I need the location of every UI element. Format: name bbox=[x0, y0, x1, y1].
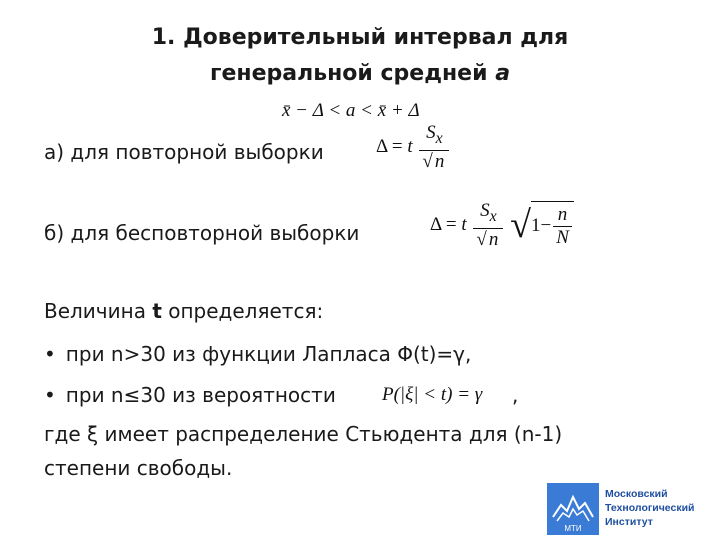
correction-sqrt bbox=[510, 201, 574, 249]
institute-logo bbox=[547, 483, 715, 535]
b-s-symbol: S bbox=[480, 200, 490, 221]
probability-formula bbox=[382, 384, 482, 406]
item-b-label: б) для бесповторной выборки bbox=[44, 221, 360, 245]
t-intro-bold: t bbox=[152, 299, 162, 323]
bullet-2-symbol: • bbox=[44, 383, 56, 407]
formula-b-t: t bbox=[461, 213, 467, 235]
logo-abbr: МТИ bbox=[564, 524, 582, 533]
mountain-logo-icon bbox=[547, 483, 599, 535]
radical-body bbox=[531, 201, 574, 249]
note-line-1: где ξ имеет распределение Стьюдента для (n-1) bbox=[44, 422, 563, 446]
item-a-label: а) для повторной выборки bbox=[44, 140, 324, 164]
t-intro bbox=[44, 296, 323, 326]
bullet-1-text: при n>30 из функции Лапласа Φ(t)=γ, bbox=[65, 342, 472, 366]
formula-t: t bbox=[407, 135, 413, 157]
formula-repeated bbox=[376, 122, 451, 173]
formula-b-eq: = bbox=[445, 213, 457, 235]
n-over-N-num bbox=[553, 204, 572, 227]
t-intro-after: определяется: bbox=[161, 299, 324, 323]
probability-formula-text: P(|ξ| < t) = γ bbox=[382, 384, 483, 405]
formula-b-delta: Δ bbox=[430, 213, 442, 235]
bullet-1-symbol: • bbox=[44, 342, 56, 366]
formula-delta: Δ bbox=[376, 135, 388, 157]
b-n-symbol: n bbox=[488, 228, 499, 250]
n-over-N bbox=[553, 204, 572, 249]
b-fraction-denominator: √ n bbox=[476, 228, 499, 250]
t-intro-before: Величина bbox=[44, 299, 153, 323]
bullet-2-tail: , bbox=[512, 383, 519, 407]
logo-line-1: Московский bbox=[605, 488, 668, 500]
formula-nonrepeated bbox=[430, 200, 574, 251]
note-line-2: степени свободы. bbox=[44, 456, 233, 480]
bullet-1 bbox=[44, 339, 471, 369]
title-variable: a bbox=[495, 61, 511, 86]
title-line-2-text: генеральной средней bbox=[209, 61, 488, 86]
n-over-N-den bbox=[553, 227, 572, 249]
radical-sign: √ bbox=[510, 204, 531, 247]
title-line-2 bbox=[90, 56, 630, 92]
b-fraction-numerator bbox=[473, 200, 503, 229]
formula-b-fraction bbox=[473, 200, 503, 251]
formula-eq: = bbox=[391, 135, 403, 157]
s-subscript: x bbox=[435, 129, 443, 147]
interval-formula bbox=[282, 100, 420, 122]
interval-formula-text: x̄ − Δ < a < x̄ + Δ bbox=[282, 100, 420, 121]
small-n: n bbox=[557, 204, 568, 226]
fraction-denominator: √ n bbox=[422, 150, 445, 172]
slide-title bbox=[90, 20, 630, 92]
n-symbol: n bbox=[434, 150, 445, 172]
bullet-2-text: при n≤30 из вероятности bbox=[65, 383, 336, 407]
title-line-1: 1. Доверительный интервал для bbox=[151, 25, 569, 50]
logo-text bbox=[605, 487, 695, 529]
logo-line-3: Институт bbox=[605, 516, 653, 528]
bullet-2 bbox=[44, 380, 336, 410]
big-N: N bbox=[556, 227, 569, 249]
formula-fraction bbox=[419, 122, 449, 173]
one-minus: 1− bbox=[530, 215, 552, 237]
logo-line-2: Технологический bbox=[605, 502, 695, 514]
fraction-numerator bbox=[419, 122, 449, 151]
b-s-subscript: x bbox=[489, 207, 497, 225]
s-symbol: S bbox=[426, 122, 436, 143]
